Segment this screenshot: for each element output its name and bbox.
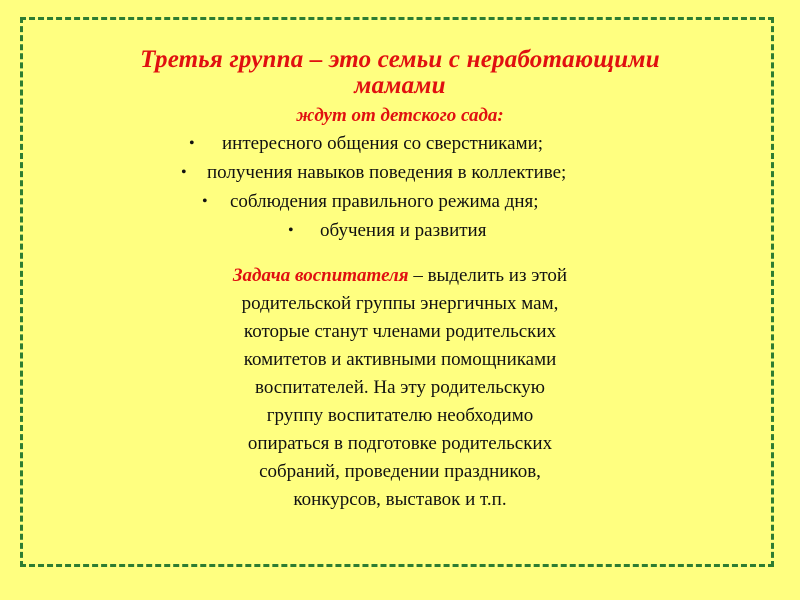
task-label: Задача воспитателя — [232, 265, 409, 286]
list-item-text: соблюдения правильного режима дня; — [230, 191, 539, 212]
slide-title-line-2: мамами — [354, 72, 446, 99]
task-line: группу воспитателю необходимо — [266, 405, 534, 426]
task-line: опираться в подготовке родительских — [247, 433, 553, 454]
bullet-icon: • — [181, 164, 187, 181]
list-item — [0, 187, 800, 216]
task-line-text: – выделить из этой — [413, 265, 568, 286]
list-item — [0, 216, 800, 245]
list-item-text: обучения и развития — [320, 220, 487, 241]
bullet-icon: • — [202, 193, 208, 210]
task-line: комитетов и активными помощниками — [243, 349, 557, 370]
task-line: которые станут членами родительских — [243, 321, 557, 342]
bullet-icon: • — [288, 222, 294, 239]
task-paragraph — [150, 262, 650, 514]
list-item-text: интересного общения со сверстниками; — [222, 133, 544, 154]
task-line — [150, 262, 650, 290]
task-line: конкурсов, выставок и т.п. — [293, 489, 507, 510]
slide-title-line-1: Третья группа – это семьи с неработающими — [140, 46, 660, 73]
bullet-icon: • — [189, 135, 195, 152]
list-item — [0, 158, 800, 187]
task-line: родительской группы энергичных мам, — [241, 293, 559, 314]
list-item-text: получения навыков поведения в коллективе; — [207, 162, 567, 183]
task-line: воспитателей. На эту родительскую — [254, 377, 545, 398]
slide-subtitle: ждут от детского сада: — [296, 105, 504, 126]
task-line: собраний, проведении праздников, — [259, 461, 541, 482]
expectations-list — [0, 129, 800, 245]
list-item — [0, 129, 800, 158]
